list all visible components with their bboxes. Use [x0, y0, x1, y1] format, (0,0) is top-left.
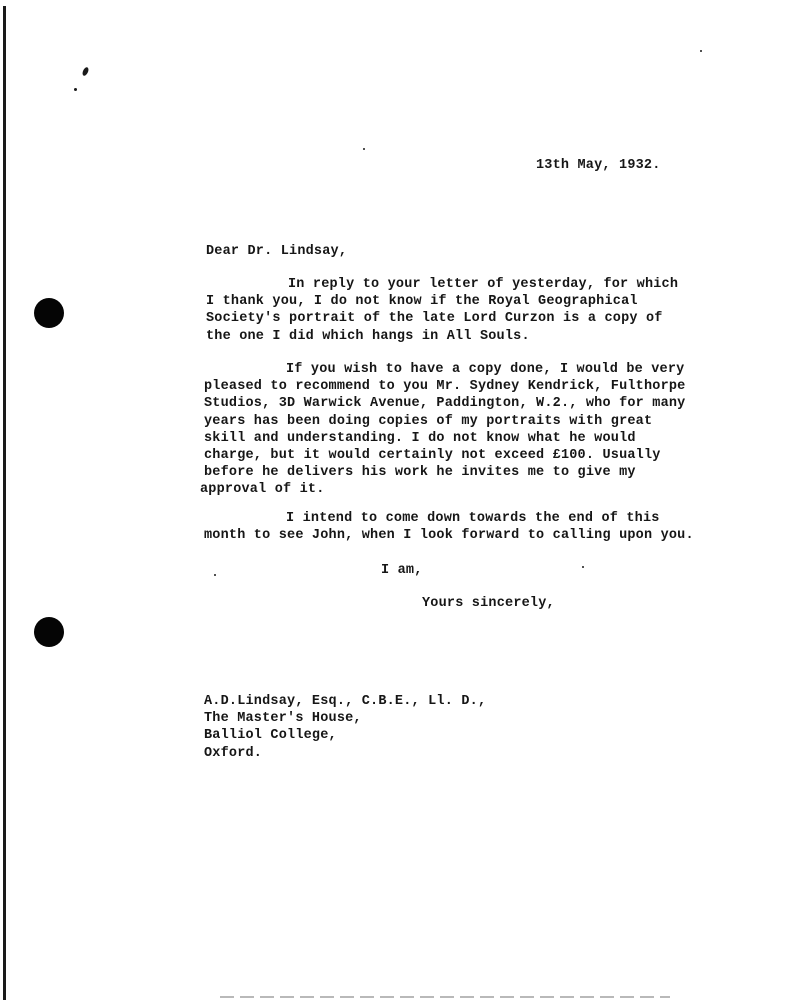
ink-speck: [214, 574, 216, 576]
paragraph-line: charge, but it would certainly not exceed £100. Usually: [204, 448, 661, 464]
paragraph-line: In reply to your letter of yesterday, for which: [288, 277, 679, 292]
address-line: Oxford.: [204, 745, 263, 761]
address-line: A.D.Lindsay, Esq., C.B.E., Ll. D.,: [204, 694, 487, 709]
paragraph-line: If you wish to have a copy done, I would be very: [286, 362, 685, 377]
ink-speck: [700, 50, 702, 52]
address-line: Balliol College,: [204, 728, 337, 744]
page-edge-line: [3, 6, 6, 1000]
scan-edge-artifact: [220, 996, 670, 998]
recipient-address: [204, 693, 486, 762]
punch-hole-top: [34, 298, 64, 328]
paragraph-line: before he delivers his work he invites me to give my: [204, 465, 636, 481]
paragraph-line: skill and understanding. I do not know what he would: [204, 430, 636, 446]
punch-hole-bottom: [34, 617, 64, 647]
closing-phrase: I am,: [381, 563, 423, 578]
paragraph-line: I thank you, I do not know if the Royal Geographical: [206, 294, 638, 310]
sign-off: Yours sincerely,: [422, 596, 555, 611]
address-line: The Master's House,: [204, 711, 362, 727]
paragraph-1: [206, 276, 678, 345]
ink-speck: [74, 88, 77, 91]
ink-speck: [363, 148, 365, 150]
paragraph-line: Studios, 3D Warwick Avenue, Paddington, W.2., who for many: [204, 396, 686, 412]
paragraph-line: pleased to recommend to you Mr. Sydney Kendrick, Fulthorpe: [204, 379, 686, 395]
paragraph-line: the one I did which hangs in All Souls.: [206, 328, 530, 344]
paragraph-line: years has been doing copies of my portraits with great: [204, 413, 653, 429]
letter-date: 13th May, 1932.: [536, 158, 661, 173]
paragraph-line: I intend to come down towards the end of this: [286, 511, 660, 526]
paragraph-line: Society's portrait of the late Lord Curzon is a copy of: [206, 311, 663, 327]
ink-speck: [81, 66, 89, 76]
salutation: Dear Dr. Lindsay,: [206, 244, 348, 259]
paragraph-3: [204, 510, 694, 544]
ink-speck: [582, 566, 584, 568]
paragraph-line: approval of it.: [200, 482, 325, 498]
paragraph-line: month to see John, when I look forward to calling upon you.: [204, 528, 694, 544]
paragraph-2: [200, 361, 686, 499]
